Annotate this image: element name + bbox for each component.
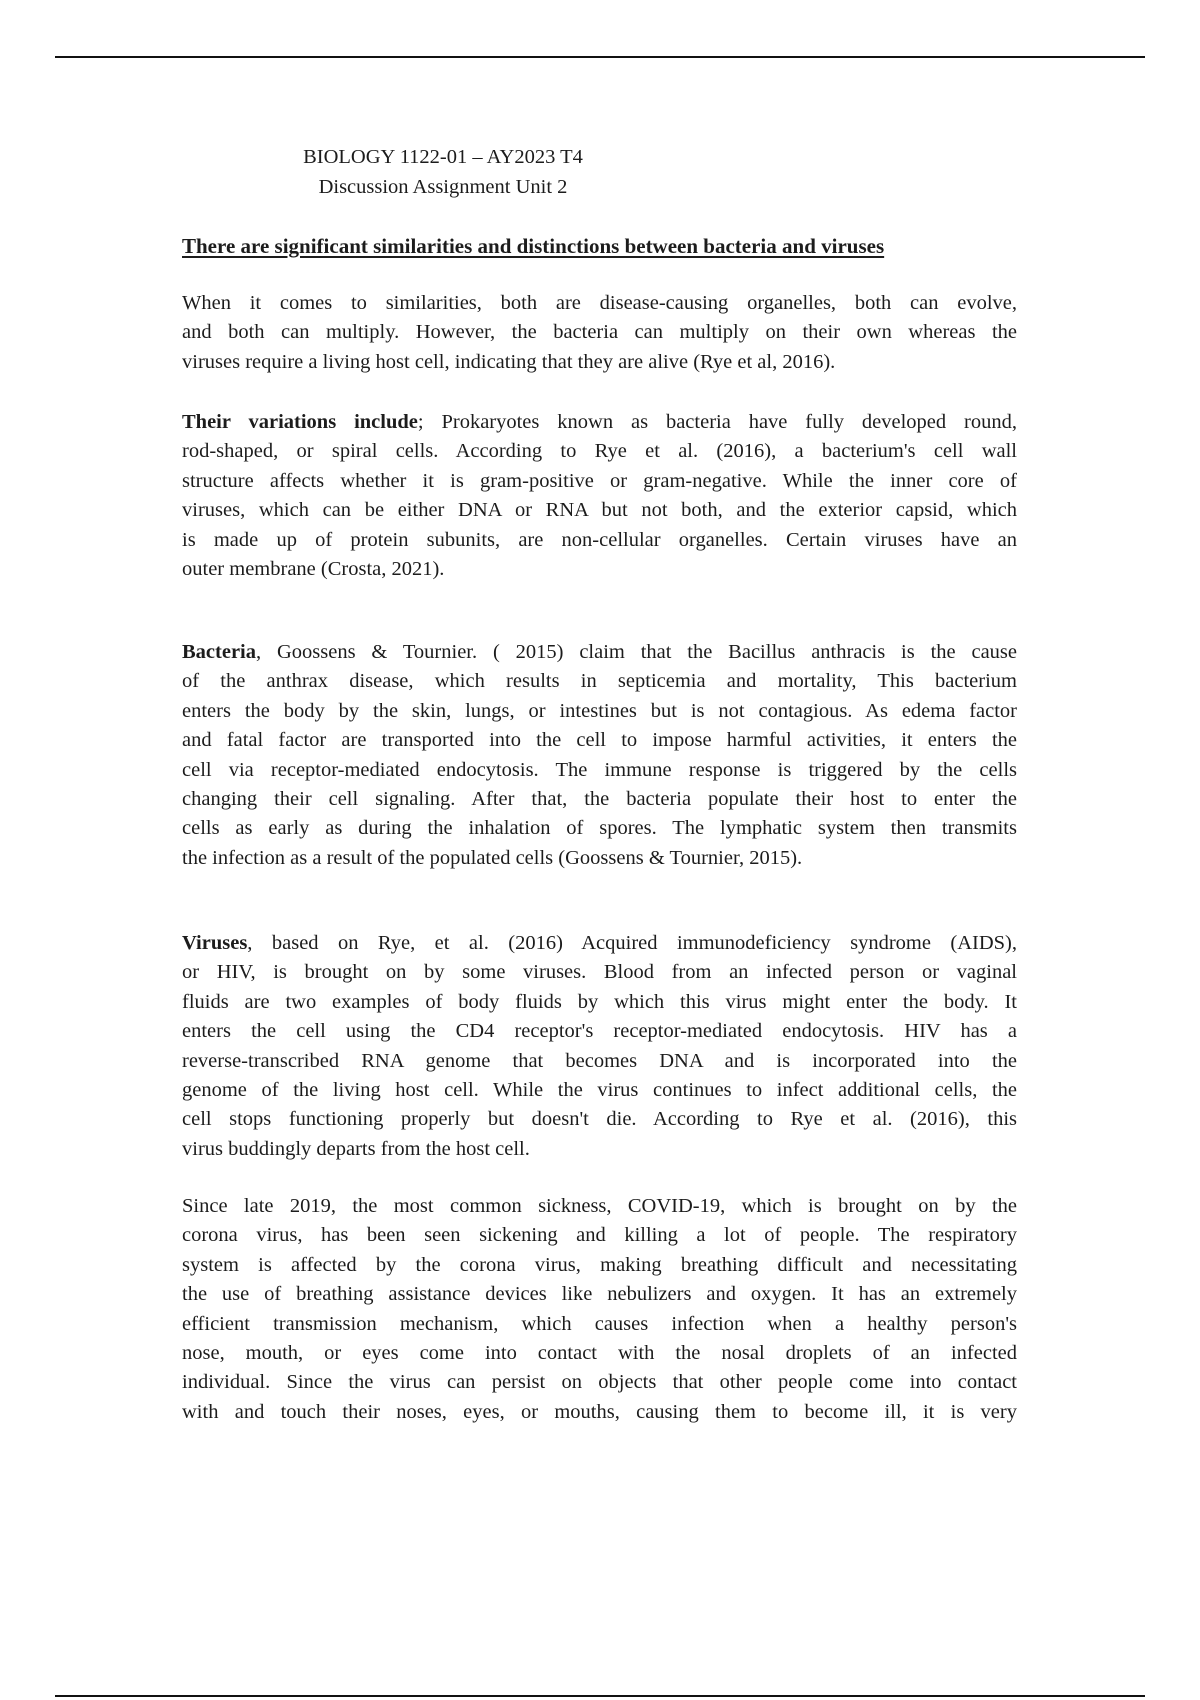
text-line [182,408,1017,437]
body-paragraph [182,638,1017,873]
line-text: , based on Rye, et al. (2016) Acquired immunodeficiency syndrome (AIDS), [247,932,1017,954]
body-paragraph [182,289,1017,377]
text-line [182,496,1017,525]
text-line [182,667,1017,696]
line-text: cells as early as during the inhalation of spores. The lymphatic system then transmits [182,817,1017,840]
text-line [182,467,1017,496]
paragraph-lead: Viruses [182,932,248,954]
line-text: viruses, which can be either DNA or RNA but not both, and the exterior capsid, which [182,499,1017,522]
text-line [182,1221,1017,1250]
line-text: nose, mouth, or eyes come into contact with the nosal droplets of an infected [182,1341,1017,1364]
text-line [182,988,1017,1017]
text-line [182,785,1017,814]
line-text: enters the body by the skin, lungs, or intestines but is not contagious. As edema factor [182,699,1017,722]
line-text: is made up of protein subunits, are non-cellular organelles. Certain viruses have an [182,528,1017,551]
line-text: When it comes to similarities, both are disease-causing organelles, both can evolve, [182,292,1017,314]
text-line [182,1076,1017,1105]
text-line [182,555,1017,584]
text-line [182,697,1017,726]
line-text: structure affects whether it is gram-positive or gram-negative. While the inner core of [182,469,1017,492]
top-rule [55,56,1145,58]
line-text: ; Prokaryotes known as bacteria have fully developed round, [417,411,1017,433]
body-paragraph [182,929,1017,1164]
line-text: enters the cell using the CD4 receptor's receptor-mediated endocytosis. HIV has a [182,1020,1017,1043]
line-text: and fatal factor are transported into the cell to impose harmful activities, it enters the [182,729,1017,752]
line-text: system is affected by the corona virus, making breathing difficult and necessitating [182,1253,1017,1276]
text-line [182,289,1017,318]
paragraph-lead: Bacteria [182,641,256,663]
text-line [182,1135,1017,1164]
line-text: and both can multiply. However, the bacteria can multiply on their own whereas the [182,321,1017,344]
line-text: corona virus, has been seen sickening and killing a lot of people. The respiratory [182,1224,1017,1247]
text-line [182,1192,1017,1221]
line-text: the infection as a result of the populated cells (Goossens & Tournier, 2015). [182,846,803,869]
text-line [182,437,1017,466]
assignment-title: Discussion Assignment Unit 2 [318,176,568,198]
line-text: rod-shaped, or spiral cells. According to Rye et al. (2016), a bacterium's cell wall [182,440,1017,463]
text-line [182,1047,1017,1076]
line-text: , Goossens & Tournier. ( 2015) claim that the Bacillus anthracis is the cause [256,641,1017,663]
text-line [182,318,1017,347]
line-text: virus buddingly departs from the host cell. [182,1137,530,1160]
text-line [182,1017,1017,1046]
body-paragraph [182,1192,1017,1427]
body-paragraph [182,408,1017,584]
line-text: with and touch their noses, eyes, or mouths, causing them to become ill, it is very [182,1400,1017,1423]
text-line [182,1105,1017,1134]
text-line [182,958,1017,987]
course-title: BIOLOGY 1122-01 – AY2023 T4 [303,146,583,168]
section-heading: There are significant similarities and distinctions between bacteria and viruses [182,234,885,258]
text-line [182,756,1017,785]
line-text: cell stops functioning properly but doesn't die. According to Rye et al. (2016), this [182,1108,1017,1131]
line-text: individual. Since the virus can persist on objects that other people come into contact [182,1371,1017,1394]
bottom-rule [55,1695,1145,1697]
line-text: the use of breathing assistance devices like nebulizers and oxygen. It has an extremely [182,1283,1017,1306]
line-text: cell via receptor-mediated endocytosis. The immune response is triggered by the cells [182,758,1017,781]
line-text: or HIV, is brought on by some viruses. Blood from an infected person or vaginal [182,961,1017,984]
text-line [182,1280,1017,1309]
line-text: fluids are two examples of body fluids by which this virus might enter the body. It [182,990,1017,1013]
text-line [182,638,1017,667]
text-line [182,1368,1017,1397]
text-line [182,1339,1017,1368]
text-line [182,348,1017,377]
line-text: outer membrane (Crosta, 2021). [182,557,445,580]
text-line [182,726,1017,755]
line-text: of the anthrax disease, which results in septicemia and mortality, This bacterium [182,670,1017,693]
line-text: changing their cell signaling. After that, the bacteria populate their host to enter the [182,787,1017,810]
text-line [182,1310,1017,1339]
text-line [182,1398,1017,1427]
line-text: Since late 2019, the most common sickness, COVID-19, which is brought on by the [182,1195,1017,1217]
text-line [182,814,1017,843]
line-text: reverse-transcribed RNA genome that becomes DNA and is incorporated into the [182,1049,1017,1072]
text-line [182,526,1017,555]
text-line [182,1251,1017,1280]
line-text: efficient transmission mechanism, which causes infection when a healthy person's [182,1312,1017,1335]
line-text: genome of the living host cell. While the virus continues to infect additional cells, the [182,1078,1017,1101]
text-line [182,844,1017,873]
text-line [182,929,1017,958]
line-text: viruses require a living host cell, indicating that they are alive (Rye et al, 2016). [182,350,836,373]
paragraph-lead: Their variations include [182,411,418,433]
